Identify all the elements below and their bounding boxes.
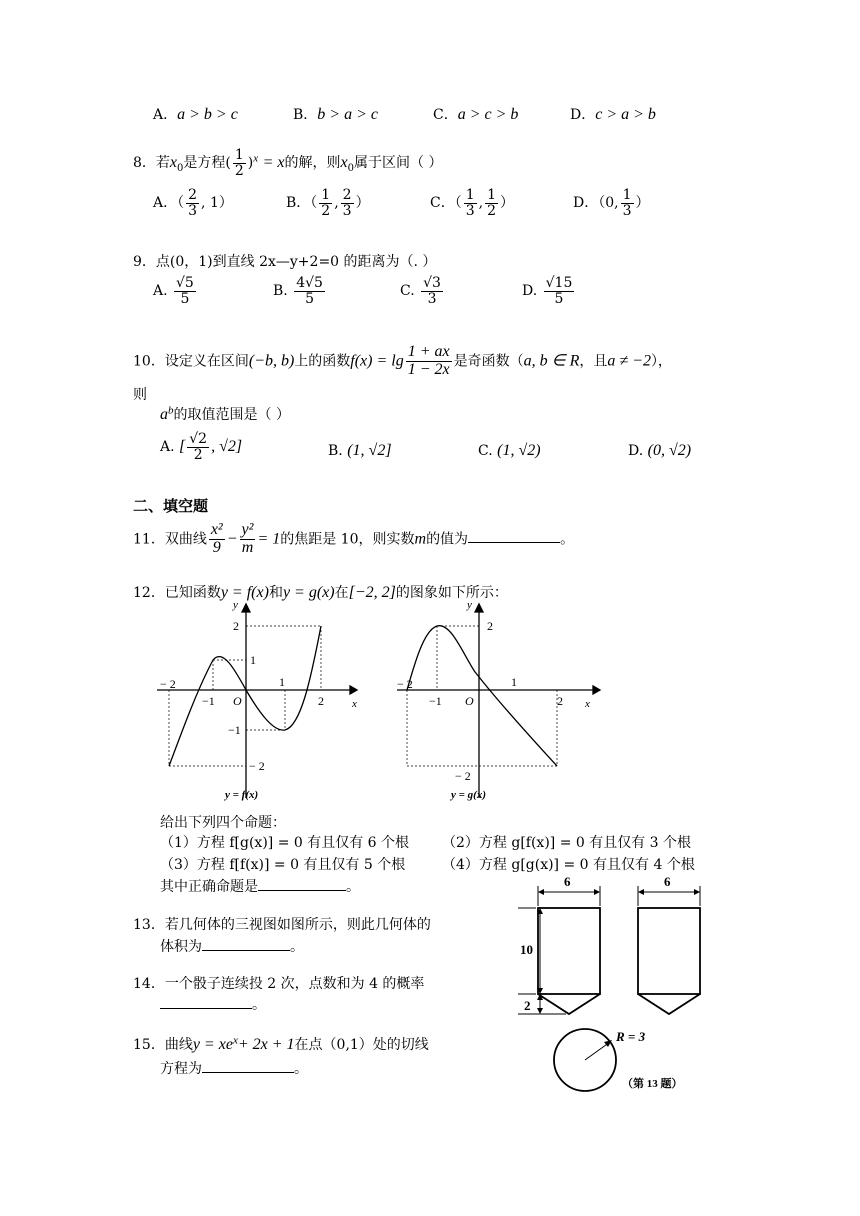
graph-g-tick-2: 2 <box>557 694 563 708</box>
graph-f-tick-neg1: −1 <box>202 694 215 708</box>
q7-option-d: D．c > a > b <box>570 106 656 123</box>
q12-prop-1: （1）方程 f[g(x)] = 0 有且仅有 6 个根 <box>160 835 410 851</box>
graph-g-y-label: y <box>467 600 472 611</box>
dimension-lines <box>518 886 700 1060</box>
graph-g-y-arrow <box>475 604 483 612</box>
q10-range: $a^b$的取值范围是（ ） <box>160 404 290 423</box>
dimension-arrows <box>537 889 700 1047</box>
q9-stem: 9．点(0，1)到直线 2x—y+2=0 的距离为（. ） <box>133 254 437 270</box>
section-title-fill-in: 二、填空题 <box>133 497 209 515</box>
q13-answer-blank[interactable] <box>202 949 290 951</box>
graph-f-curve <box>169 626 321 766</box>
q14-answer-blank[interactable] <box>160 1007 252 1009</box>
graph-g-tick-neg1: −1 <box>429 694 442 708</box>
q9-option-a: A. $\frac{√5}{5}$ <box>153 275 194 307</box>
graph-f-caption: y = f(x) <box>225 789 259 801</box>
q8-option-c: C．（ $\frac{1}{3}$ , $\frac{1}{2}$ ） <box>430 187 515 219</box>
graph-f <box>155 600 360 805</box>
graph-g-ytick-2: 2 <box>487 619 493 633</box>
q12-prop-3: （3）方程 f[f(x)] = 0 有且仅有 5 个根 <box>160 857 406 873</box>
graph-g-x-arrow <box>593 686 600 694</box>
graph-f-x-arrow <box>350 686 357 694</box>
q9-option-c: C. $\frac{√3}{3}$ <box>400 275 441 307</box>
graph-f-x-label: x <box>352 698 357 710</box>
q8-option-d: D．（0, $\frac{1}{3}$ ） <box>573 187 650 219</box>
front-view-rect <box>538 908 600 994</box>
graph-f-y-arrow <box>242 604 250 612</box>
graph-f-tick-2: 2 <box>318 694 324 708</box>
q10-option-b: B. (1, √2] <box>328 442 392 459</box>
front-view-cone <box>538 994 600 1014</box>
side-view-rect <box>638 908 700 994</box>
q13-line-1: 13．若几何体的三视图如图所示，则此几何体的 <box>133 917 431 933</box>
three-view-figure <box>510 872 720 1102</box>
graph-g-ytick-neg2: − 2 <box>455 769 471 783</box>
graph-g-caption: y = g(x) <box>451 789 486 801</box>
q8-frac: $\frac{1}{2}$ <box>234 147 244 179</box>
graph-f-tick-neg2: − 2 <box>160 677 176 691</box>
graph-f-y-label: y <box>233 600 238 611</box>
q14-line-1: 14．一个骰子连续投 2 次，点数和为 4 的概率 <box>133 976 425 992</box>
graph-g-tick-1: 1 <box>511 675 517 689</box>
q11-answer-blank[interactable] <box>468 541 560 543</box>
dim-height-cone: 2 <box>524 998 531 1013</box>
dim-width-front: 6 <box>564 874 571 889</box>
q7-option-b: B．b > a > c <box>293 106 378 123</box>
q7-option-a: A．a > b > c <box>153 106 238 123</box>
q9-option-d: D. $\frac{√15}{5}$ <box>522 275 573 307</box>
q12-given: 给出下列四个命题： <box>160 815 286 831</box>
side-view-cone <box>638 994 700 1014</box>
q15-line-1: 15．曲线$y = xe^x+ 2x + 1$在点（0,1）处的切线 <box>133 1034 429 1053</box>
q13-line-2: 体积为 。 <box>160 939 304 955</box>
q10-option-a: A. [ $\frac{√2}{2}$ , √2] <box>160 431 243 463</box>
q10-option-c: C. (1, √2) <box>478 442 541 459</box>
graph-g <box>395 600 610 805</box>
q8-stem: 8．若$x_0$是方程( $\frac{1}{2}$ )$^x$ = x的解，则$x_0$属于区间（ ） <box>133 147 443 179</box>
q15-line-2: 方程为 。 <box>160 1061 308 1077</box>
q11-stem: 11．双曲线 $\frac{\text{x²}}{9}$ − $\frac{\text{y²}}{m}$ = 1的焦距是 10，则实数m的值为 。 <box>133 521 575 556</box>
figure-caption-13: （第 13 题） <box>622 1078 683 1090</box>
q15-answer-blank[interactable] <box>202 1071 294 1073</box>
q9-option-b: B. $\frac{4√5}{5}$ <box>273 275 323 307</box>
graph-f-guides <box>169 626 321 766</box>
dim-width-side: 6 <box>664 874 671 889</box>
q12-prop-2: （2）方程 g[f(x)] = 0 有且仅有 3 个根 <box>442 835 692 851</box>
q12-stem: 12．已知函数y = f(x)和y = g(x)在[−2, 2]的图象如下所示： <box>133 584 508 601</box>
graph-f-origin: O <box>233 694 242 708</box>
graph-g-x-label: x <box>585 698 590 710</box>
q8-option-b: B．（ $\frac{1}{2}$ , $\frac{2}{3}$ ） <box>286 187 370 219</box>
graph-f-ytick-1: 1 <box>250 653 256 667</box>
graph-g-origin: O <box>465 694 474 708</box>
q10-then: 则 <box>133 387 147 403</box>
q12-prop-4: （4）方程 g[g(x)] = 0 有且仅有 4 个根 <box>442 857 695 873</box>
dim-height-cylinder: 10 <box>520 942 533 957</box>
graph-f-ytick-neg1: −1 <box>228 723 241 737</box>
graph-f-ytick-neg2: − 2 <box>249 759 265 773</box>
q12-answer-blank[interactable] <box>258 889 346 891</box>
q8-option-a: A．（ $\frac{2}{3}$ , 1） <box>153 187 233 219</box>
q12-ask: 其中正确命题是 。 <box>160 879 360 895</box>
q10-stem: 10．设定义在区间(−b, b)上的函数f(x) = lg $\frac{1 + ax}{1 - 2x}$ 是奇函数（a, b ∈ R，且a ≠ −2）， <box>133 343 672 378</box>
q14-line-2: 。 <box>160 994 266 1014</box>
graph-f-tick-1: 1 <box>279 675 285 689</box>
graph-g-tick-neg2: − 2 <box>397 677 413 691</box>
q10-option-d: D. (0, √2) <box>628 442 692 459</box>
dim-radius: R = 3 <box>616 1029 646 1044</box>
graph-f-ytick-2: 2 <box>233 619 239 633</box>
q7-option-c: C．a > c > b <box>433 106 519 123</box>
